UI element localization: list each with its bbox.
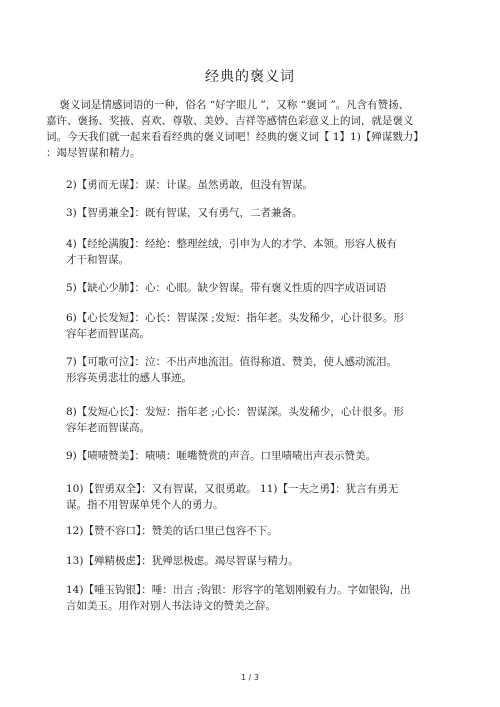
intro-paragraph: 褒义词是情感词语的一种，俗名 “好字眼儿 ”，又称 “褒词 ”。凡含有赞扬、 嘉许、褒扬、奖掖、喜欢、尊敬、美妙、吉祥等感情色彩意义上的词，就是褒义 词。今天我们就一起来看看经典的褒义词吧！经典的褒义词【 1】1)【殚谋戮力】 ：竭尽智谋和精力。 (46, 99, 424, 159)
entry-paragraph: 4)【经纶满腹】：经纶：整理丝绒，引申为人的才学、本领。形容人极有 才干和智谋。 (66, 238, 398, 266)
entry-paragraph: 2)【勇而无谋】：谋：计谋。虽然勇敢，但没有智谋。 (66, 179, 314, 191)
entry-paragraph: 8)【发短心长】：发短：指年老 ;心长：智谋深。头发稀少，心计很多。形 容年老而智谋高。 (66, 406, 404, 434)
entry-paragraph: 13)【殚精极虑】：犹殚思极虑。竭尽智谋与精力。 (66, 555, 299, 567)
entry-paragraph: 14)【唾玉钩银】：唾：出言 ;钩银：形容字的笔划刚毅有力。字如银钩，出 言如美玉。用作对别人书法诗文的赞美之辞。 (66, 584, 411, 612)
entry-paragraph: 5)【缺心少肺】：心：心眼。缺少智谋。带有褒义性质的四字成语词语 (66, 282, 387, 294)
page-number: 1 / 3 (241, 673, 259, 682)
page-title: 经典的褒义词 (205, 69, 295, 85)
entry-paragraph: 10)【智勇双全】：又有智谋，又很勇敢。 11)【一夫之勇】：犹言有勇无 谋。指不用智谋单凭个人的勇力。 (66, 483, 399, 511)
entry-paragraph: 7)【可歌可泣】：泣：不出声地流泪。值得称道、赞美，使人感动流泪。 形容英勇悲壮的感人事迹。 (66, 356, 398, 384)
entry-paragraph: 3)【智勇兼全】：既有智谋，又有勇气，二者兼备。 (66, 207, 303, 219)
entry-paragraph: 12)【赞不容口】：赞美的话口里已包容不下。 (66, 525, 278, 537)
entry-paragraph: 6)【心长发短】：心长：智谋深 ;发短：指年老。头发稀少，心计很多。形 容年老而智谋高。 (66, 312, 404, 340)
entry-paragraph: 9)【啧啧赞美】：啧啧：咂嘴赞赏的声音。口里啧啧出声表示赞美。 (66, 450, 377, 462)
